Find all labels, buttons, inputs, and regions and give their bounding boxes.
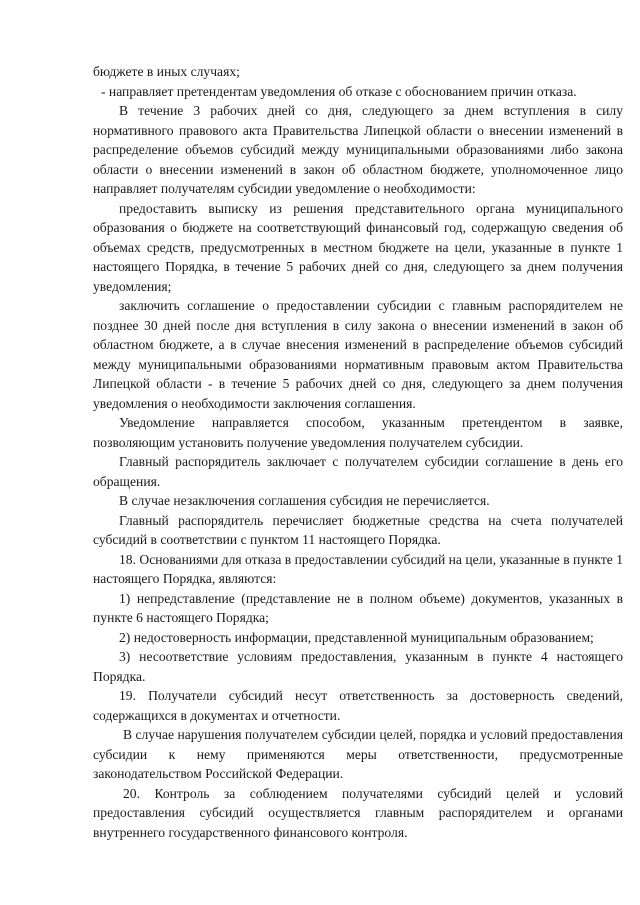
- paragraph-budget-other-cases: бюджете в иных случаях;: [93, 64, 240, 79]
- paragraph-agreement-day: Главный распорядитель заключает с получателем субсидии соглашение в день его обращения.: [93, 454, 623, 489]
- paragraph-conclude-agreement: заключить соглашение о предоставлении субсидии с главным распорядителем не позднее 30 дней после дня вступления в силу закона о внесении изменений в закон об областном бюджете, а в случае внесения изменений в распределение объемов субсидий между муниципальными образованиями нормативным правовым актом Правительства Липецкой области - в течение 5 рабочих дней со дня, следующего за днем получения уведомления о необходимости заключения соглашения.: [93, 298, 623, 411]
- paragraph-provide-extract: предоставить выписку из решения представительного органа муниципального образования о бюджете на соответствующий финансовый год, содержащую сведения об объемах средств, предусмотренных в местном бюджете на цели, указанные в пункте 1 настоящего Порядка, в течение 5 рабочих дней со дня, следующего за днем получения уведомления;: [93, 200, 623, 294]
- document-page: [93, 62, 623, 842]
- paragraph-notification-deadline: В течение 3 рабочих дней со дня, следующего за днем вступления в силу нормативного правового акта Правительства Липецкой области о внесении изменений в распределение объемов субсидий между муниципальными образованиями либо закона области о внесении изменений в закон об областном бюджете, уполномоченное лицо направляет получателям субсидии уведомление о необходимости:: [93, 103, 623, 196]
- paragraph-no-agreement: В случае незаключения соглашения субсидия не перечисляется.: [119, 493, 490, 508]
- list-item-2: 2) недостоверность информации, представленной муниципальным образованием;: [119, 629, 594, 645]
- paragraph-refusal-notice: - направляет претендентам уведомления об отказе с обоснованием причин отказа.: [101, 83, 577, 99]
- paragraph-item-20: 20. Контроль за соблюдением получателями субсидий целей и условий предоставления субсидий осуществляется главным распорядителем и органами внутреннего государственного финансового контроля.: [93, 785, 623, 840]
- paragraph-violation-responsibility: В случае нарушения получателем субсидии целей, порядка и условий предоставления субсидии к нему применяются меры ответственности, предусмотренные законодательством Российской Федерации.: [93, 727, 623, 781]
- list-item-3: 3) несоответствие условиям предоставления, указанным в пункте 4 настоящего Порядка.: [93, 649, 623, 684]
- list-item-1: 1) непредставление (представление не в полном объеме) документов, указанных в пункте 6 настоящего Порядка;: [93, 590, 623, 625]
- paragraph-item-18: 18. Основаниями для отказа в предоставлении субсидий на цели, указанные в пункте 1 настоящего Порядка, являются:: [93, 551, 623, 586]
- paragraph-transfer-funds: Главный распорядитель перечисляет бюджетные средства на счета получателей субсидий в соответствии с пунктом 11 настоящего Порядка.: [93, 512, 623, 547]
- paragraph-item-19: 19. Получатели субсидий несут ответственность за достоверность сведений, содержащихся в документах и отчетности.: [93, 688, 623, 723]
- paragraph-notification-method: Уведомление направляется способом, указанным претендентом в заявке, позволяющим установить получение уведомления получателем субсидии.: [93, 415, 623, 450]
